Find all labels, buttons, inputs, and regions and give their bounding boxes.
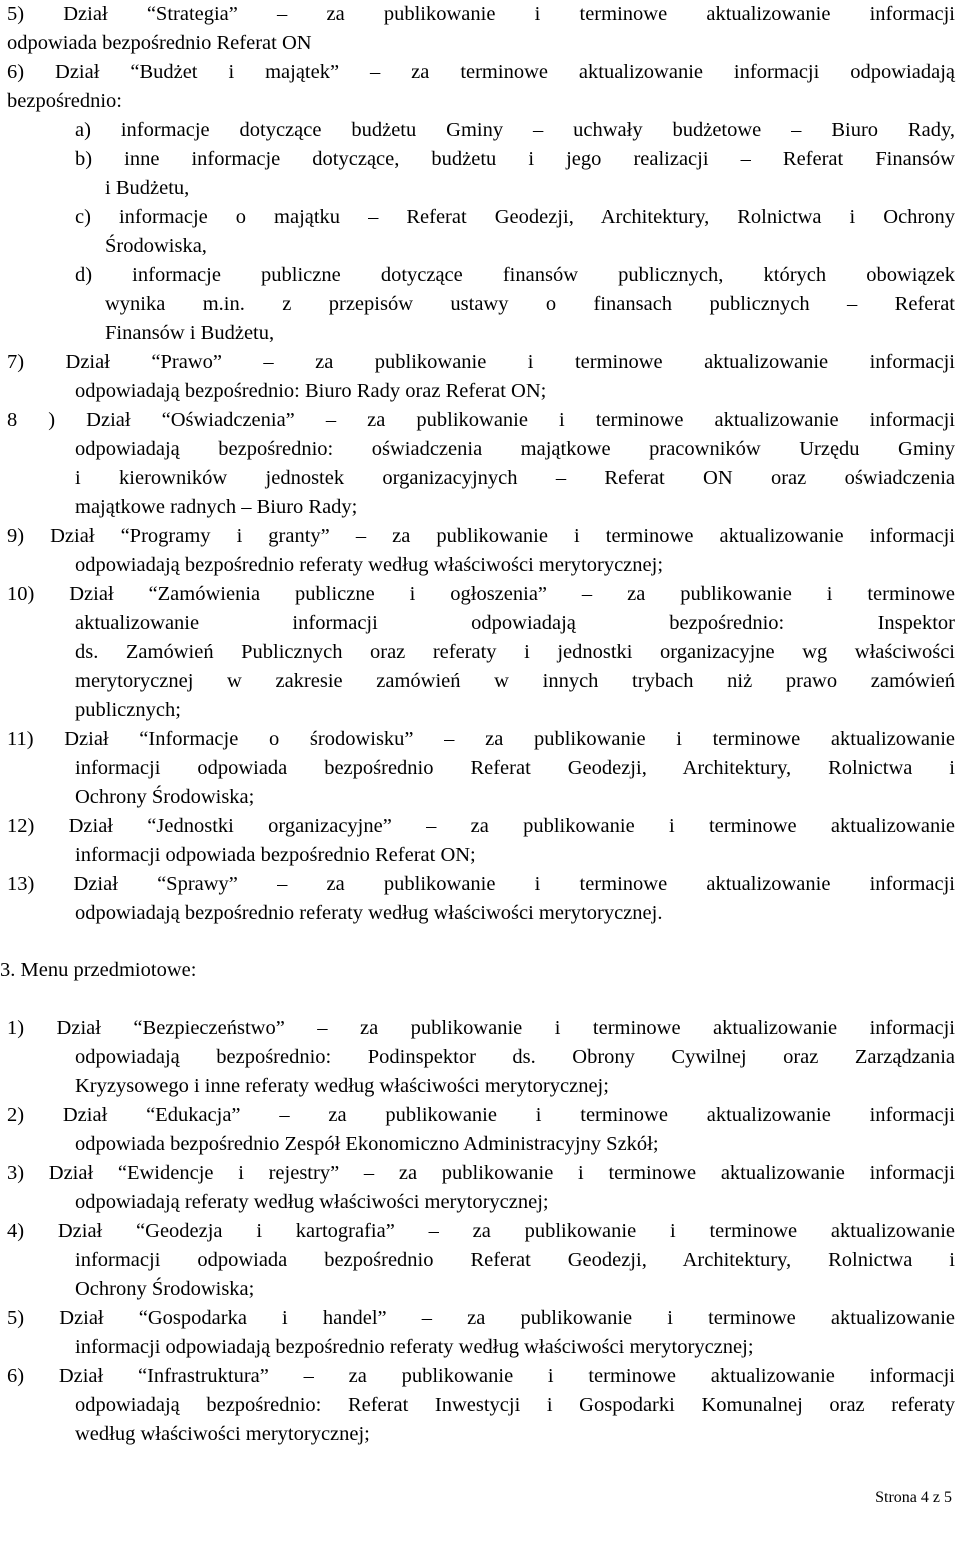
text-line [0,551,960,580]
text-line [0,696,960,725]
text-line [0,1420,960,1449]
text-line-content: 2) Dział “Edukacja” – za publikowanie i terminowe aktualizowanie informacji [7,1104,955,1126]
text-line-content: 11) Dział “Informacje o środowisku” – za publikowanie i terminowe aktualizowanie [7,728,955,750]
text-line [0,1101,960,1130]
text-line [0,841,960,870]
text-line [0,609,960,638]
text-line-content: 5) Dział “Strategia” – za publikowanie i terminowe aktualizowanie informacji [7,3,955,25]
text-line-content: a) informacje dotyczące budżetu Gminy – uchwały budżetowe – Biuro Rady, [75,119,955,141]
text-line [0,522,960,551]
text-line-content: i kierowników jednostek organizacyjnych – Referat ON oraz oświadczenia [75,467,955,489]
text-line-content: odpowiadają bezpośrednio: Referat Inwestycji i Gospodarki Komunalnej oraz referaty [75,1394,955,1416]
text-line-content: odpowiadają bezpośrednio referaty według właściwości merytorycznej. [75,902,663,924]
text-line-content: odpowiadają bezpośrednio: oświadczenia majątkowe pracowników Urzędu Gminy [75,438,955,460]
text-line [0,87,960,116]
text-line [0,493,960,522]
text-line [0,145,960,174]
text-line-content: c) informacje o majątku – Referat Geodezji, Architektury, Rolnictwa i Ochrony [75,206,955,228]
text-line-content: 9) Dział “Programy i granty” – za publikowanie i terminowe aktualizowanie informacji [7,525,955,547]
text-line-content: merytorycznej w zakresie zamówień w innych trybach niż prawo zamówień [75,670,955,692]
text-line [0,319,960,348]
text-line [0,261,960,290]
text-line-content: 12) Dział “Jednostki organizacyjne” – za publikowanie i terminowe aktualizowanie [7,815,955,837]
text-line [0,116,960,145]
text-line-content: odpowiadają referaty według właściwości merytorycznej; [75,1191,549,1213]
text-line-content: 1) Dział “Bezpieczeństwo” – za publikowanie i terminowe aktualizowanie informacji [7,1017,955,1039]
text-line [0,725,960,754]
text-line-content: Ochrony Środowiska; [75,786,255,808]
text-line-content: 6) Dział “Budżet i majątek” – za terminowe aktualizowanie informacji odpowiadają [7,61,955,83]
text-line [0,464,960,493]
page-number [0,1488,960,1508]
text-line-content: Ochrony Środowiska; [75,1278,255,1300]
text-line [0,1275,960,1304]
text-line-content: publicznych; [75,699,181,721]
text-line-content: ds. Zamówień Publicznych oraz referaty i jednostki organizacyjne wg właściwości [75,641,955,663]
text-line [0,203,960,232]
text-line [0,754,960,783]
text-line [0,435,960,464]
text-line [0,58,960,87]
text-line [0,377,960,406]
page-number-text: Strona 4 z 5 [875,1489,952,1506]
text-line [0,1304,960,1333]
text-line [0,1014,960,1043]
text-line-content: aktualizowanie informacji odpowiadają bezpośrednio: Inspektor [75,612,955,634]
text-line [0,348,960,377]
text-line-content: wynika m.in. z przepisów ustawy o finansach publicznych – Referat [105,293,955,315]
text-line-content: 4) Dział “Geodezja i kartografia” – za publikowanie i terminowe aktualizowanie [7,1220,955,1242]
text-line [0,1130,960,1159]
text-line-content: 7) Dział “Prawo” – za publikowanie i terminowe aktualizowanie informacji [7,351,955,373]
text-line [0,580,960,609]
text-line [0,1072,960,1101]
text-line-content: odpowiadają bezpośrednio: Podinspektor ds. Obrony Cywilnej oraz Zarządzania [75,1046,955,1068]
text-line-content: b) inne informacje dotyczące, budżetu i jego realizacji – Referat Finansów [75,148,955,170]
text-line [0,899,960,928]
text-line-content: odpowiadają bezpośrednio referaty według właściwości merytorycznej; [75,554,664,576]
text-line [0,667,960,696]
text-line-content: 3. Menu przedmiotowe: [0,959,197,981]
text-line-content: według właściwości merytorycznej; [75,1423,370,1445]
text-line-content: 10) Dział “Zamówienia publiczne i ogłoszenia” – za publikowanie i terminowe [7,583,955,605]
text-line [0,232,960,261]
text-line-content: odpowiada bezpośrednio Zespół Ekonomiczno Administracyjny Szkół; [75,1133,659,1155]
text-line [0,1391,960,1420]
text-line-content: Środowiska, [105,235,207,257]
text-line [0,0,960,29]
text-line-content: informacji odpowiadają bezpośrednio referaty według właściwości merytorycznej; [75,1336,754,1358]
text-line-content: 6) Dział “Infrastruktura” – za publikowanie i terminowe aktualizowanie informacji [7,1365,955,1387]
text-line [0,783,960,812]
text-line-content: d) informacje publiczne dotyczące finansów publicznych, których obowiązek [75,264,955,286]
text-line-content: 13) Dział “Sprawy” – za publikowanie i terminowe aktualizowanie informacji [7,873,955,895]
text-line [0,1362,960,1391]
text-line [0,812,960,841]
text-line [0,29,960,58]
text-line-content: i Budżetu, [105,177,190,199]
text-line [0,1217,960,1246]
text-line [0,870,960,899]
text-line-content: bezpośrednio: [7,90,122,112]
text-line-content: odpowiada bezpośrednio Referat ON [7,32,312,54]
text-line [0,1043,960,1072]
text-line [0,1333,960,1362]
text-line [0,956,960,985]
text-line [0,638,960,667]
text-line [0,290,960,319]
text-line [0,1159,960,1188]
text-line-content: Finansów i Budżetu, [105,322,275,344]
text-line-content: 5) Dział “Gospodarka i handel” – za publikowanie i terminowe aktualizowanie [7,1307,955,1329]
text-line-content: informacji odpowiada bezpośrednio Referat ON; [75,844,476,866]
text-line-content: odpowiadają bezpośrednio: Biuro Rady oraz Referat ON; [75,380,547,402]
text-line-content: majątkowe radnych – Biuro Rady; [75,496,358,518]
text-line [0,174,960,203]
text-line-content: Kryzysowego i inne referaty według właściwości merytorycznej; [75,1075,609,1097]
text-line [0,1246,960,1275]
text-line-content: 8 ) Dział “Oświadczenia” – za publikowanie i terminowe aktualizowanie informacji [7,409,955,431]
text-line-content: informacji odpowiada bezpośrednio Referat Geodezji, Architektury, Rolnictwa i [75,757,955,779]
text-line-content: informacji odpowiada bezpośrednio Referat Geodezji, Architektury, Rolnictwa i [75,1249,955,1271]
text-line-content: 3) Dział “Ewidencje i rejestry” – za publikowanie i terminowe aktualizowanie informacji [7,1162,955,1184]
text-line [0,1188,960,1217]
text-line [0,406,960,435]
